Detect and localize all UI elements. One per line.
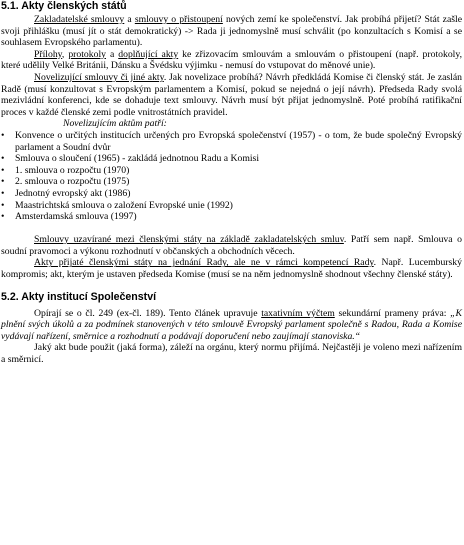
- bullet-icon: •: [1, 164, 5, 176]
- term-member-state-treaties: Smlouvy uzavírané mezi členskými státy na základě zakladatelských smluv: [34, 234, 344, 246]
- term-accession-treaties: smlouvy o přistoupení: [134, 14, 223, 25]
- list-item: • 1. smlouva o rozpočtu (1970): [1, 164, 130, 176]
- term-amending-treaties: Novelizující smlouvy či jiné akty: [34, 71, 164, 83]
- bullet-icon: •: [1, 153, 5, 165]
- list-item: • Amsterdamská smlouva (1997): [1, 211, 137, 223]
- section-heading-5-1: 5.1. Akty členských států: [1, 0, 127, 12]
- bullet-icon: •: [1, 187, 5, 199]
- term-council-meeting-acts: Akty přijaté členskými státy na jednání Rady, ale ne v rámci kompetencí Rady: [34, 257, 374, 269]
- bullet-icon: •: [1, 211, 5, 223]
- bullet-icon: •: [1, 176, 5, 188]
- bullet-icon: •: [1, 199, 5, 211]
- list-item: • 2. smlouva o rozpočtu (1975): [1, 176, 130, 188]
- paragraph-amending-treaties: Novelizující smlouvy či jiné akty. Jak novelizace probíhá? Návrh předkládá Komise či členský stát. Je zaslán Radě (musí konzultovat s Evropským parlamentem a Komisí, pokud se nejedná o její návrh). Předseda Rady svolá mezivládní konferenci, kde se dohaduje text smlouvy. Návrh musí být přijat jednomyslně. Poté probíhá ratifikační proces v každé členské zemi podle vnitrostátních pravidel.: [1, 71, 462, 118]
- amending-acts-list-label: Novelizujícím aktům patří:: [63, 118, 167, 130]
- amending-acts-list: [1, 130, 462, 223]
- term-supplementary-acts: doplňující akty: [118, 48, 179, 60]
- paragraph-council-meeting-acts: Akty přijaté členskými státy na jednání Rady, ale ne v rámci kompetencí Rady. Např. Lucemburský kompromis; akt, kterým je ustaven předseda Komise (musí se na něm jednomyslně shodnout všechny členské státy).: [1, 257, 462, 281]
- section-gap: [1, 281, 462, 291]
- term-protocols: protokoly: [68, 48, 106, 60]
- paragraph-member-state-treaties: Smlouvy uzavírané mezi členskými státy na základě zakladatelských smluv. Patří sem např. Smlouva o soudní pravomoci a výkonu rozhodnutí v občanských a obchodních věcech.: [1, 234, 463, 257]
- term-founding-treaties: Zakladatelské smlouvy: [34, 14, 125, 25]
- term-exhaustive-list: taxativním výčtem: [261, 307, 335, 319]
- paragraph-article-249: Opírají se o čl. 249 (ex-čl. 189). Tento článek upravuje taxativním výčtem sekundární prameny práva: „K plnění svých úkolů a za podmínek stanovených v této smlouvě Evropský parlament společně s Radou, Rada a Komise vydávají nařízení, směrnice a rozhodnutí a podávají doporučení nebo zaujímají stanoviska.“: [1, 307, 462, 342]
- article-249-quote: „K plnění svých úkolů a za podmínek stanovených v této smlouvě Evropský parlament společně s Radou, Rada a Komise vydávají nařízení, směrnice a rozhodnutí a podávají doporučení nebo zaujímají stanoviska.“: [1, 307, 462, 342]
- term-annexes: Přílohy: [34, 48, 62, 60]
- bullet-icon: •: [1, 129, 5, 141]
- list-item: • Smlouva o sloučení (1965) - zakládá jednotnou Radu a Komisi: [1, 153, 260, 165]
- list-item: • Maastrichtská smlouva o založení Evropské unie (1992): [1, 199, 233, 211]
- blank-line: [1, 223, 462, 235]
- list-item: • Jednotný evropský akt (1986): [1, 187, 131, 199]
- paragraph-annexes-protocols: Přílohy, protokoly a doplňující akty ke zřizovacím smlouvám a smlouvám o přistoupení (např. protokoly, které udělily Velké Británii, Dánsku a Švédsku výjimku - nemusí do vstupovat do měnové unie).: [1, 48, 462, 72]
- paragraph-founding-treaties: Zakladatelské smlouvy a smlouvy o přistoupení nových zemí ke společenství. Jak probíhá přijetí? Stát zašle svoji přihlášku (musí jít o stát demokratický) -> Rada ji jednomyslně musí schválit (po konzultacích s Komisí a se souhlasem Evropského parlamentu).: [1, 14, 462, 49]
- section-heading-5-2: 5.2. Akty institucí Společenství: [1, 290, 157, 303]
- list-item: • Konvence o určitých institucích určených pro Evropská společenství (1957) - o tom, že bude společný Evropský parlament a Soudní dvůr: [1, 129, 462, 153]
- paragraph-act-form: Jaký akt bude použit (jaká forma), záleží na orgánu, který normu přijímá. Nejčastěji je voleno mezi nařízením a směrnicí.: [1, 342, 462, 366]
